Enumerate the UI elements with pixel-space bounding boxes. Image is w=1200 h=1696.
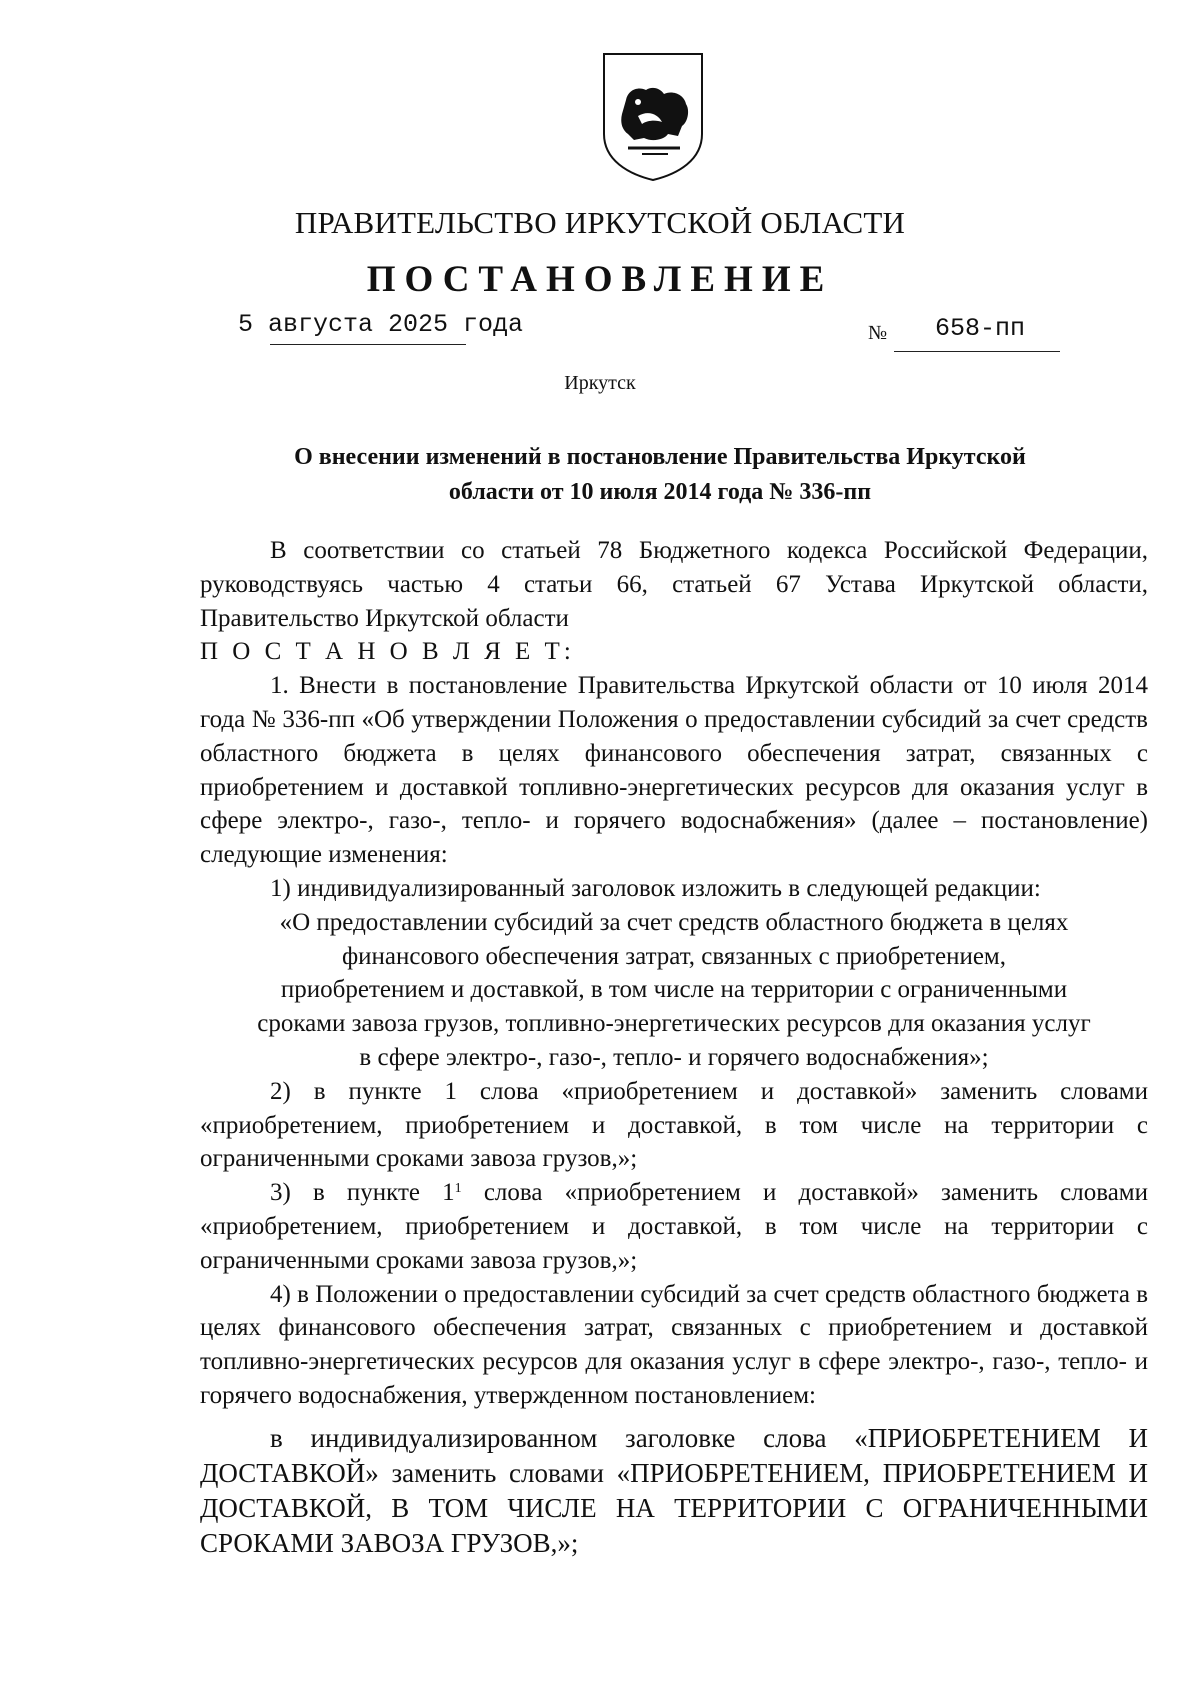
superscript-index: 1 xyxy=(454,1181,462,1197)
document-body xyxy=(200,534,1148,1561)
heading-line-1: О внесении изменений в постановление Правительства Иркутской xyxy=(294,444,1026,470)
subitem-2-paragraph: 2) в пункте 1 слова «приобретением и доставкой» заменить словами «приобретением, приобретением и доставкой, в том числе на территории с ограниченными сроками завоза грузов,»; xyxy=(200,1077,1148,1173)
subitem-4-paragraph: 4) в Положении о предоставлении субсидий за счет средств областного бюджета в целях финансового обеспечения затрат, связанных с приобретением и доставкой топливно-энергетических ресурсов для оказания услуг в сфере электро-, газо-, тепло- и горячего водоснабжения, утвержденном постановлением: xyxy=(200,1280,1148,1409)
number-underline xyxy=(894,351,1060,352)
subitem-3-paragraph xyxy=(200,1176,1148,1277)
item-1-paragraph: 1. Внести в постановление Правительства Иркутской области от 10 июля 2014 года № 336-пп «Об утверждении Положения о предоставлении субсидий за счет средств областного бюджета в целях финансового обеспечения затрат, связанных с приобретением и доставкой топливно-энергетических ресурсов для оказания услуг в сфере электро-, газо-, тепло- и горячего водоснабжения» (далее – постановление) следующие изменения: xyxy=(200,672,1148,869)
date-underline xyxy=(270,344,466,345)
document-date: 5 августа 2025 года xyxy=(238,310,524,339)
quoted-title-line: «О предоставлении субсидий за счет средств областного бюджета в целях xyxy=(279,908,1069,936)
quoted-title-line: в сфере электро-, газо-, тепло- и горячего водоснабжения»; xyxy=(359,1043,989,1071)
document-type: ПОСТАНОВЛЕНИЕ xyxy=(366,259,834,300)
preamble-paragraph: В соответствии со статьей 78 Бюджетного кодекса Российской Федерации, руководствуясь частью 4 статьи 66, статьей 67 Устава Иркутской области, Правительство Иркутской области xyxy=(200,537,1148,632)
document-heading xyxy=(200,440,1120,510)
subitem-4a-paragraph: в индивидуализированном заголовке слова «ПРИОБРЕТЕНИЕМ И ДОСТАВКОЙ» заменить словами «ПРИОБРЕТЕНИЕМ, ПРИОБРЕТЕНИЕМ И ДОСТАВКОЙ, В ТОМ ЧИСЛЕ НА ТЕРРИТОРИИ С ОГРАНИЧЕННЫМИ СРОКАМИ ЗАВОЗА ГРУЗОВ,»; xyxy=(200,1422,1148,1558)
decree-word: П О С Т А Н О В Л Я Е Т: xyxy=(200,638,575,666)
heading-line-2: области от 10 июля 2014 года № 336-пп xyxy=(448,479,872,505)
quoted-title xyxy=(200,906,1148,1075)
government-name: ПРАВИТЕЛЬСТВО ИРКУТСКОЙ ОБЛАСТИ xyxy=(294,205,906,240)
subitem-3-start: 3) в пункте 1 xyxy=(270,1179,455,1207)
document-number: 658-пп xyxy=(935,314,1026,343)
irkutsk-coat-of-arms-icon xyxy=(598,50,708,182)
number-sign: № xyxy=(868,322,888,344)
document-city: Иркутск xyxy=(564,372,636,394)
subitem-1-paragraph: 1) индивидуализированный заголовок изложить в следующей редакции: xyxy=(270,874,1041,902)
quoted-title-line: финансового обеспечения затрат, связанных с приобретением, xyxy=(341,942,1007,970)
quoted-title-line: сроками завоза грузов, топливно-энергетических ресурсов для оказания услуг xyxy=(257,1010,1091,1038)
subitem-3-rest: слова «приобретением и доставкой» заменить словами «приобретением, приобретением и доставкой, в том числе на территории с ограниченными сроками завоза грузов,»; xyxy=(200,1179,1148,1274)
quoted-title-line: приобретением и доставкой, в том числе на территории с ограниченными xyxy=(280,976,1068,1004)
